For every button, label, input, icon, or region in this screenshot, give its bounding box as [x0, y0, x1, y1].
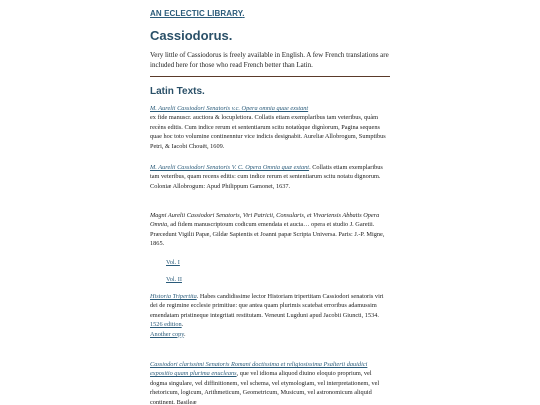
psalterium-link[interactable]: Cassiodori clarissimi Senatoris Romani doctissima et religiosissima Psalterii dauidici expositio quam plurima enucleans — [150, 361, 368, 378]
library-home-link[interactable]: AN ECLECTIC LIBRARY. — [150, 9, 245, 18]
divider — [150, 76, 390, 77]
entry-opera-migne — [150, 211, 390, 249]
psalterium-text: , que vel idioma aliquod diuino eloquio proprium, vel dogma singulare, vel diffinitionem, vel schema, vel etymologiam, vel interpretationem, vel rhetoricum, logicum, Arithmeticum, Geometricum, Musicum, vel astronomicum aliquid continent. Basileæ — [150, 370, 380, 405]
opera-1637-link[interactable]: M. Aurelii Cassiodori Senatoris V. C. Opera Omnia quæ extant — [150, 164, 310, 171]
historia-link[interactable]: Historia Tripertita — [150, 293, 197, 300]
opera-1637-text: . Collatis etiam exemplaribus tam veteribus, quam recens editis: cum indice rerum et sententiarum scitu notatu dignorum. Coloniæ Allobrogum: Apud Philippum Gamonet, 1637. — [150, 164, 383, 190]
intro-text: Very little of Cassiodorus is freely available in English. A few French translations are included here for those who read French better than Latin. — [150, 51, 389, 69]
entry-psalterium — [150, 360, 390, 405]
another-copy-link[interactable]: Another copy — [150, 330, 185, 338]
page-title: Cassiodorus. — [150, 28, 233, 43]
opera-migne-text: ad fidem manuscriptoum codicum emendata et aucta… opera et studio J. Garetii. Præcedunt Vigilii Papæ, Gildæ Sapientis et Joanni papæ Scripta Universa. Paris: J.-P. Migne, 1865. — [150, 221, 385, 248]
volume-1-link[interactable]: Vol. I — [166, 259, 180, 266]
historia-text: . Habes candidissime lector Historiam tripertitam Cassiodori senatoris viri dei de regimine ecclesie primitiue: que antea quam plurimis scatebat erroribus adamussim emendatam pristineque integritati restitutam. Veneunt Lugduni apud Jacobii Giuncti, 1534. — [150, 293, 384, 319]
entry-historia: Historia Tripertita. Habes candidissime lector Historiam tripertitam Cassiodori senatoris viri dei de regimine ecclesie primitiue: que antea quam plurimis scatebat erroribus adamussim emendatam pristineque integritati restitutam. Veneunt Lugduni apud Jacobii Giuncti, 1534. 1526 edition. Another copy. — [150, 293, 384, 338]
opera-1609-link[interactable]: M. Aurelii Cassiodori Senatoris v.c. Opera omnia quae exstant — [150, 105, 309, 112]
opera-1609-text: ex fide manuscr. auctiora & locupletiora. Collatis etiam exemplaribus tam veteribus, quàm recèns editis. Cum indice rerum et sententiarum scitu notatùque dignìorum, Pagina sequens quae hoc toto volumine continenntur vice indicis designabit. Aureliæ Allobrogum, Sumptibus Petri, & Iacobi Chouët, 1609. — [150, 114, 386, 150]
edition-1526-link[interactable]: 1526 edition — [150, 321, 182, 329]
entry-opera-1609 — [150, 104, 390, 151]
latin-texts-heading: Latin Texts. — [150, 86, 205, 97]
volume-2-link[interactable]: Vol. II — [166, 276, 182, 283]
opera-migne-title: Magni Aurelii Cassiodori Senatoris, Viri Patricii, Consularis, et Vivariensis Abbatis Opera Omnia, — [150, 212, 380, 229]
entry-opera-1637 — [150, 163, 390, 191]
